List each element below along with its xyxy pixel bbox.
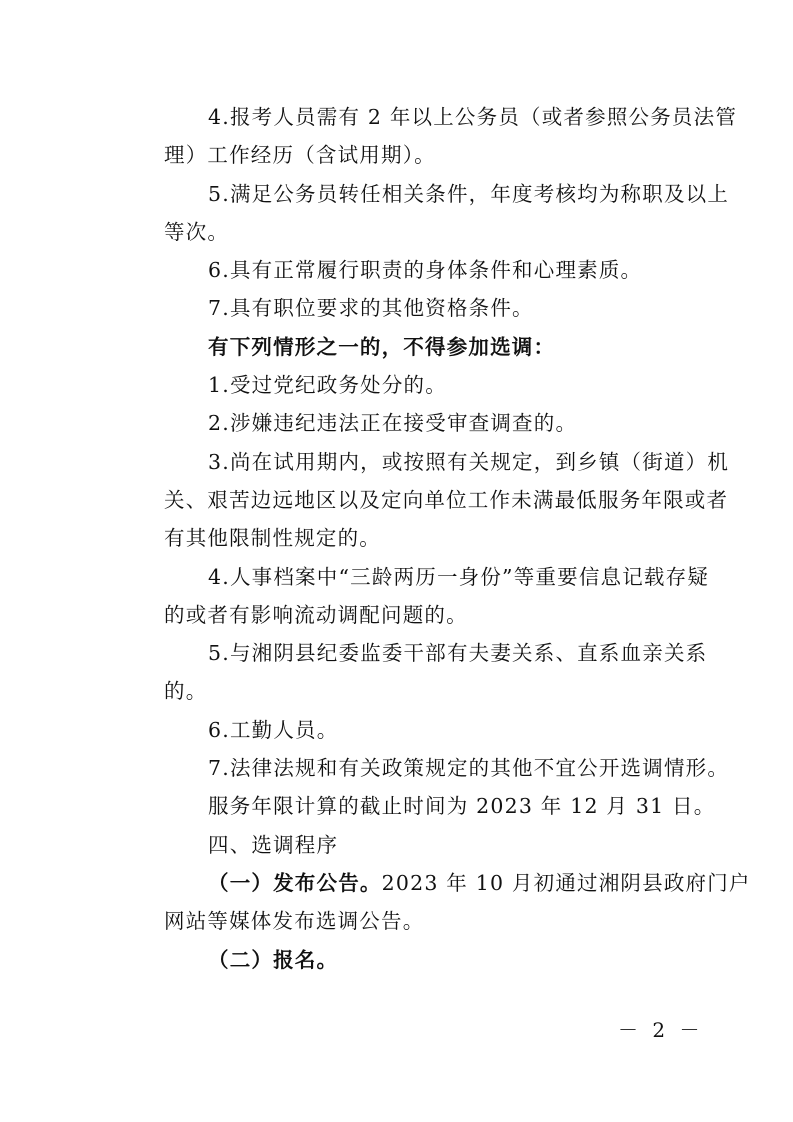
text-line: 6.工勤人员。 — [208, 717, 339, 742]
document-body — [120, 98, 751, 979]
text-line: 6.具有正常履行职责的身体条件和心理素质。 — [208, 258, 643, 283]
text-line: 4.报考人员需有 2 年以上公务员（或者参照公务员法管 — [208, 105, 738, 129]
text-line: 有其他限制性规定的。 — [164, 526, 381, 551]
text-line: 服务年限计算的截止时间为 2023 年 12 月 31 日。 — [208, 794, 716, 819]
text-line: 的或者有影响流动调配问题的。 — [164, 602, 468, 627]
page-number: － 2 － — [618, 1018, 704, 1042]
section-title: 四、选调程序 — [208, 832, 339, 857]
announcement-text: 2023 年 10 月初通过湘阴县政府门户 — [381, 870, 751, 895]
text-line: 5.满足公务员转任相关条件，年度考核均为称职及以上 — [208, 181, 730, 206]
text-line: 2.涉嫌违纪违法正在接受审查调查的。 — [208, 411, 578, 436]
text-line: 理）工作经历（含试用期）。 — [164, 143, 436, 168]
announcement-line — [120, 864, 751, 902]
body-text — [120, 98, 751, 979]
registration-heading: （二）报名。 — [208, 947, 339, 972]
announcement-heading: （一）发布公告。 — [208, 870, 382, 895]
text-line: 5.与湘阴县纪委监委干部有夫妻关系、直系血亲关系 — [208, 641, 708, 666]
text-line: 的。 — [164, 679, 208, 704]
text-line: 3.尚在试用期内，或按照有关规定，到乡镇（街道）机 — [208, 449, 730, 474]
text-line: 4.人事档案中“三龄两历一身份”等重要信息记载存疑 — [208, 564, 710, 589]
section-heading: 有下列情形之一的，不得参加选调： — [208, 334, 556, 359]
text-line: 网站等媒体发布选调公告。 — [164, 909, 425, 934]
text-line: 7.法律法规和有关政策规定的其他不宜公开选调情形。 — [208, 756, 730, 781]
text-line: 等次。 — [164, 219, 230, 244]
text-line: 关、艰苦边远地区以及定向单位工作未满最低服务年限或者 — [164, 487, 729, 512]
text-line: 7.具有职位要求的其他资格条件。 — [208, 296, 534, 321]
text-line: 1.受过党纪政务处分的。 — [208, 373, 447, 398]
